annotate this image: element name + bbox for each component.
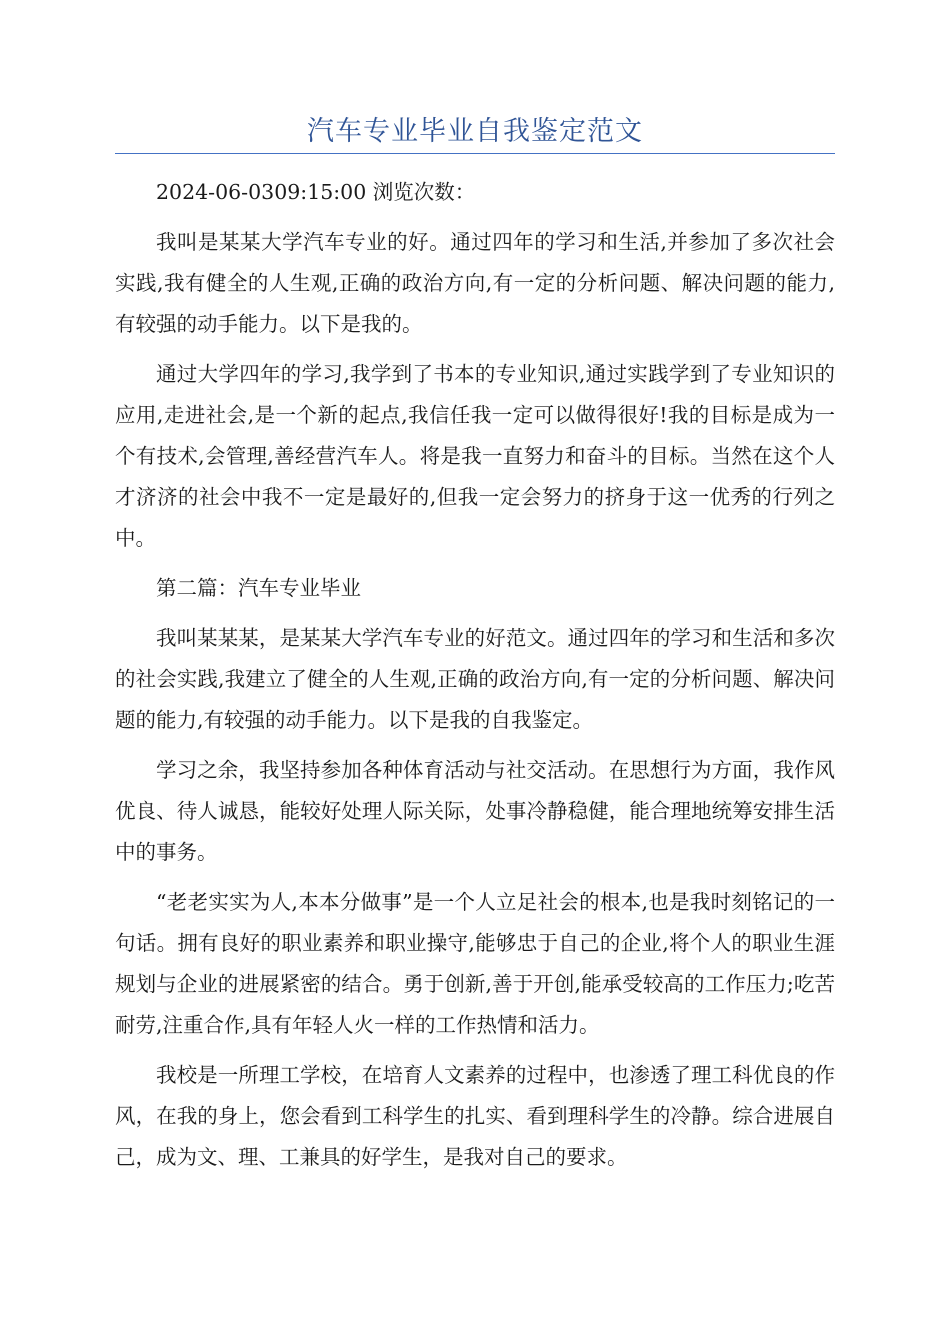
paragraph: 学习之余，我坚持参加各种体育活动与社交活动。在思想行为方面，我作风优良、待人诚恳，能较好处理人际关际，处事冷静稳健，能合理地统筹安排生活中的事务。 xyxy=(115,758,835,864)
paragraph: 通过大学四年的学习,我学到了书本的专业知识,通过实践学到了专业知识的应用,走进社会,是一个新的起点,我信任我一定可以做得很好!我的目标是成为一个有技术,会管理,善经营汽车人。将是我一直努力和奋斗的目标。当然在这个人才济济的社会中我不一定是最好的,但我一定会努力的挤身于这一优秀的行列之中。 xyxy=(115,362,835,550)
paragraph: 我校是一所理工学校，在培育人文素养的过程中，也渗透了理工科优良的作风，在我的身上，您会看到工科学生的扎实、看到理科学生的冷静。综合进展自己，成为文、理、工兼具的好学生，是我对自己的要求。 xyxy=(115,1063,835,1169)
paragraph: “老老实实为人,本本分做事”是一个人立足社会的根本,也是我时刻铭记的一句话。拥有良好的职业素养和职业操守,能够忠于自己的企业,将个人的职业生涯规划与企业的进展紧密的结合。勇于创新,善于开创,能承受较高的工作压力;吃苦耐劳,注重合作,具有年轻人火一样的工作热情和活力。 xyxy=(115,890,835,1037)
paragraph: 我叫某某某，是某某大学汽车专业的好范文。通过四年的学习和生活和多次的社会实践,我建立了健全的人生观,正确的政治方向,有一定的分析问题、解决问题的能力,有较强的动手能力。以下是我的自我鉴定。 xyxy=(115,626,835,732)
section-heading: 第二篇：汽车专业毕业 xyxy=(156,576,361,600)
meta-line: 2024-06-0309:15:00 浏览次数： xyxy=(156,180,476,204)
document-title: 汽车专业毕业自我鉴定范文 xyxy=(307,116,643,147)
paragraph: 我叫是某某大学汽车专业的好。通过四年的学习和生活,并参加了多次社会实践,我有健全的人生观,正确的政治方向,有一定的分析问题、解决问题的能力,有较强的动手能力。以下是我的。 xyxy=(115,230,835,336)
title-underline xyxy=(115,153,835,154)
document-body xyxy=(115,172,835,1187)
